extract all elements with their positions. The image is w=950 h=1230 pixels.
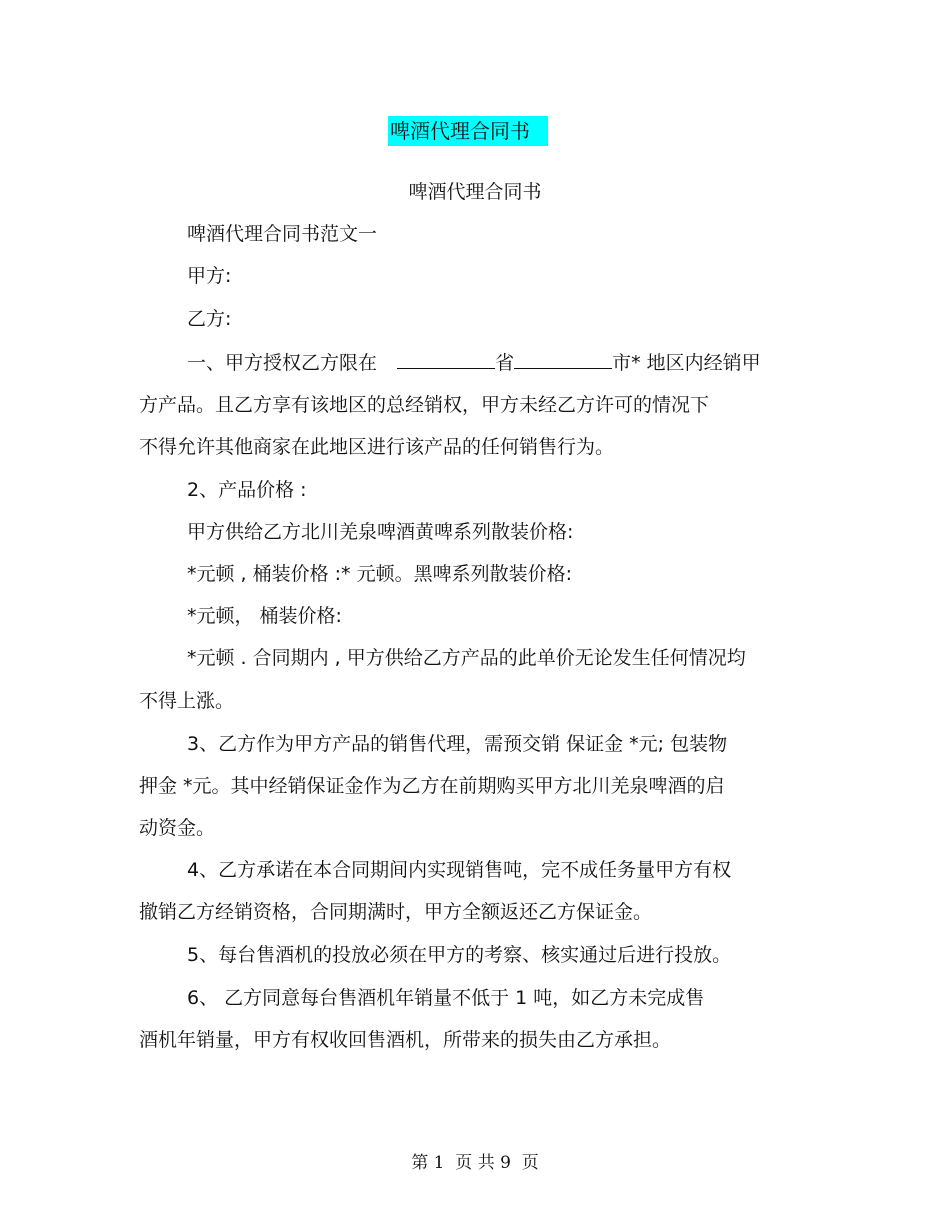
party-b-label: 乙方: — [187, 308, 232, 330]
document-subtitle: 啤酒代理合同书 — [408, 181, 542, 203]
clause-1-line — [187, 350, 761, 375]
paragraph-line: 甲方供给乙方北川羌泉啤酒黄啤系列散装价格: — [187, 521, 574, 543]
paragraph-line: 动资金。 — [139, 817, 216, 839]
document-title-highlight: 啤酒代理合同书 — [388, 116, 548, 146]
clause-4-line: 4、乙方承诺在本合同期间内实现销售吨，完不成任务量甲方有权 — [187, 859, 732, 881]
paragraph-line: *元顿， 桶装价格: — [187, 605, 342, 627]
clause-1-text-b: 省 — [495, 352, 515, 374]
paragraph-line: 方产品。且乙方享有该地区的总经销权，甲方未经乙方许可的情况下 — [139, 394, 710, 416]
province-blank — [397, 350, 495, 369]
clause-5-line: 5、每台售酒机的投放必须在甲方的考察、核实通过后进行投放。 — [187, 944, 732, 966]
paragraph-line: 酒机年销量，甲方有权收回售酒机，所带来的损失由乙方承担。 — [139, 1029, 672, 1051]
paragraph-line: 押金 *元。其中经销保证金作为乙方在前期购买甲方北川羌泉啤酒的启 — [139, 775, 725, 797]
paragraph-line: 不得上涨。 — [139, 690, 235, 712]
paragraph-line: *元顿 . 合同期内 , 甲方供给乙方产品的此单价无论发生任何情况均 — [187, 647, 746, 669]
paragraph-line: 不得允许其他商家在此地区进行该产品的任何销售行为。 — [139, 436, 615, 458]
party-a-label: 甲方: — [187, 265, 232, 287]
page-number-footer: 第 1 页 共 9 页 — [411, 1153, 539, 1173]
clause-1-text-a: 一、甲方授权乙方限在 — [187, 352, 378, 374]
clause-6-line: 6、 乙方同意每台售酒机年销量不低于 1 吨，如乙方未完成售 — [187, 987, 705, 1009]
clause-3-line: 3、乙方作为甲方产品的销售代理，需预交销 保证金 *元; 包装物 — [187, 733, 728, 755]
clause-2-heading: 2、产品价格 : — [187, 479, 307, 501]
city-blank — [514, 350, 612, 369]
paragraph-line: 啤酒代理合同书范文一 — [187, 223, 378, 245]
paragraph-line: *元顿 , 桶装价格 :* 元顿。黑啤系列散装价格: — [187, 563, 573, 585]
paragraph-line: 撤销乙方经销资格，合同期满时，甲方全额返还乙方保证金。 — [139, 901, 653, 923]
clause-1-text-c: 市* 地区内经销甲 — [612, 352, 761, 374]
